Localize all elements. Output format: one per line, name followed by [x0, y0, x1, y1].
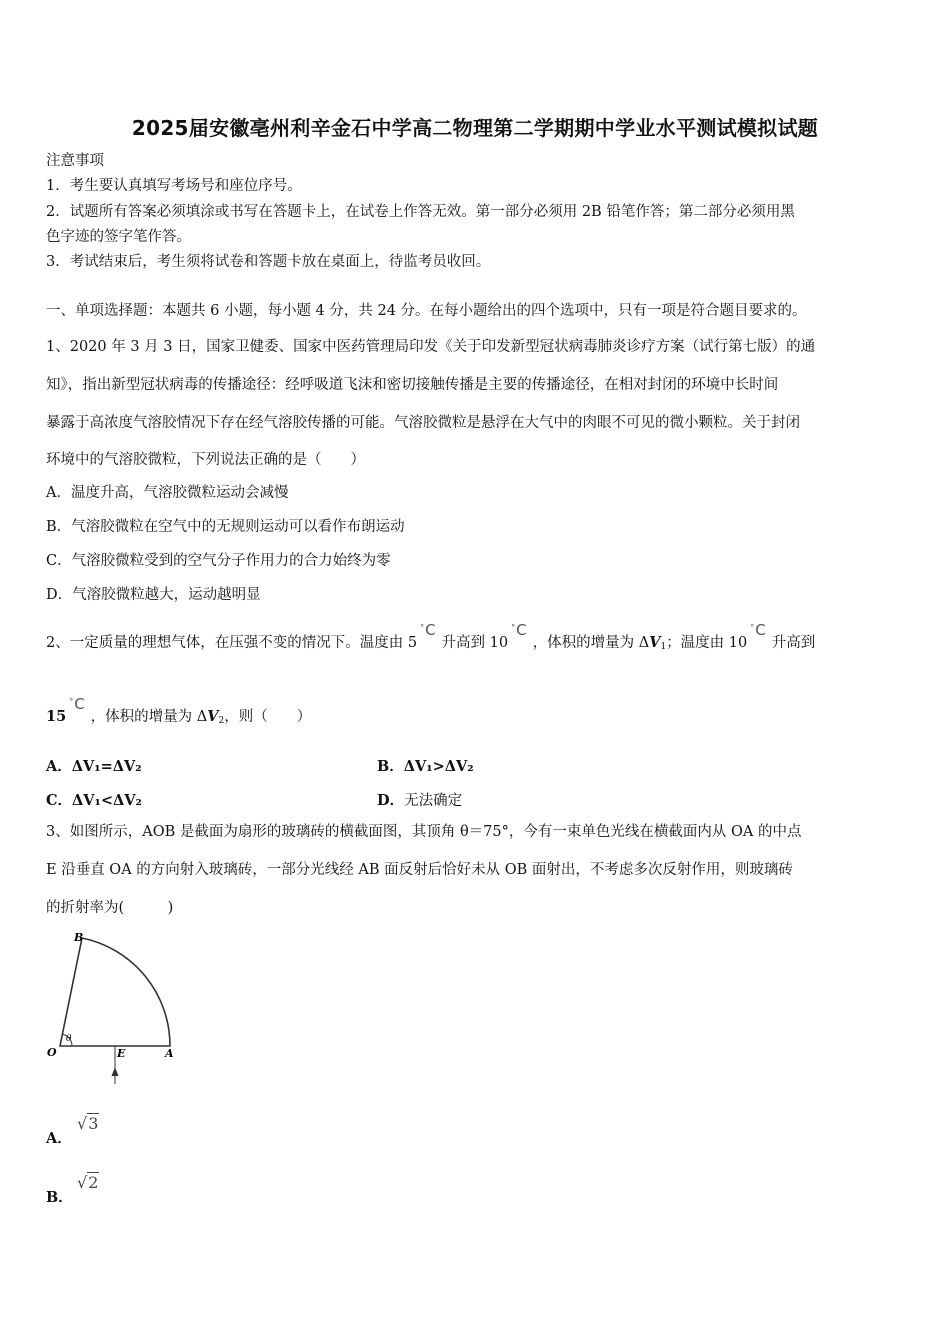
- label-o: O: [47, 1046, 57, 1059]
- label-theta: θ: [66, 1034, 72, 1044]
- notice-item-1: 1．考生要认真填写考场号和座位序号。: [46, 178, 302, 194]
- q2-option-c: C．ΔV₁<ΔV₂: [46, 792, 142, 809]
- q1-stem-line3: 暴露于高浓度气溶胶情况下存在经气溶胶传播的可能。气溶胶微粒是悬浮在大气中的肉眼不可见的微小颗粒。关于封闭: [46, 415, 800, 431]
- q1-option-d: D．气溶胶微粒越大，运动越明显: [46, 587, 261, 603]
- notice-item-2-cont: 色字迹的签字笔作答。: [46, 229, 191, 245]
- q3-stem-line3: 的折射率为( ): [46, 900, 174, 916]
- celsius-symbol: ° C: [750, 621, 766, 639]
- label-e: E: [117, 1047, 126, 1060]
- q1-option-b: B．气溶胶微粒在空气中的无规则运动可以看作布朗运动: [46, 519, 405, 535]
- q2-stem-line1: 2、一定质量的理想气体，在压强不变的情况下。温度由 5 ° C升高到 10 ° C，体积的增量为 $\Delta V_1$；温度由 10 ° C升高到: [46, 621, 816, 652]
- section-heading: 一、单项选择题：本题共 6 小题，每小题 4 分，共 24 分。在每小题给出的四个选项中，只有一项是符合题目要求的。: [46, 303, 807, 319]
- q1-option-a: A．温度升高，气溶胶微粒运动会减慢: [46, 485, 289, 501]
- q3-option-b-label: B．: [46, 1189, 73, 1206]
- q1-stem-line1: 1、2020 年 3 月 3 日，国家卫健委、国家中医药管理局印发《关于印发新型冠状病毒肺炎诊疗方案（试行第七版）的通: [46, 339, 816, 355]
- q2-option-d: D．无法确定: [377, 792, 463, 809]
- q1-stem-line2: 知》，指出新型冠状病毒的传播途径：经呼吸道飞沫和密切接触传播是主要的传播途径，在相对封闭的环境中长时间: [46, 377, 779, 393]
- notice-item-2: 2．试题所有答案必须填涂或书写在答题卡上，在试卷上作答无效。第一部分必须用 2B 铅笔作答；第二部分必须用黑: [46, 204, 795, 220]
- q1-option-c: C．气溶胶微粒受到的空气分子作用力的合力始终为零: [46, 553, 391, 569]
- celsius-symbol: ° C: [69, 695, 85, 713]
- q2-stem-line2: 15 ° C，体积的增量为 $\Delta V_2$，则（ ）: [46, 695, 312, 726]
- label-a: A: [165, 1047, 174, 1060]
- q3-option-a-label: A．: [46, 1130, 72, 1147]
- q3-option-a-value: √3: [77, 1114, 99, 1133]
- sector-outline: [60, 938, 170, 1046]
- q3-stem-line1: 3、如图所示，AOB 是截面为扇形的玻璃砖的横截面图，其顶角 θ＝75°，今有一束单色光线在横截面内从 OA 的中点: [46, 824, 802, 840]
- arrow-icon: [112, 1067, 119, 1076]
- q1-stem-line4: 环境中的气溶胶微粒，下列说法正确的是（ ）: [46, 452, 365, 468]
- sector-figure: [44, 924, 194, 1086]
- q2-option-b: B．ΔV₁>ΔV₂: [377, 758, 474, 775]
- page-title: 2025届安徽亳州利辛金石中学高二物理第二学期期中学业水平测试模拟试题: [131, 116, 819, 140]
- celsius-symbol: ° C: [420, 621, 436, 639]
- label-b: B: [74, 931, 84, 944]
- q3-option-b-value: √2: [77, 1173, 99, 1192]
- q2-option-a: A．ΔV₁=ΔV₂: [46, 758, 142, 775]
- notice-heading: 注意事项: [46, 153, 104, 169]
- celsius-symbol: ° C: [511, 621, 527, 639]
- notice-item-3: 3．考试结束后，考生须将试卷和答题卡放在桌面上，待监考员收回。: [46, 254, 491, 270]
- q3-stem-line2: E 沿垂直 OA 的方向射入玻璃砖，一部分光线经 AB 面反射后恰好未从 OB 面射出，不考虑多次反射作用，则玻璃砖: [46, 862, 793, 878]
